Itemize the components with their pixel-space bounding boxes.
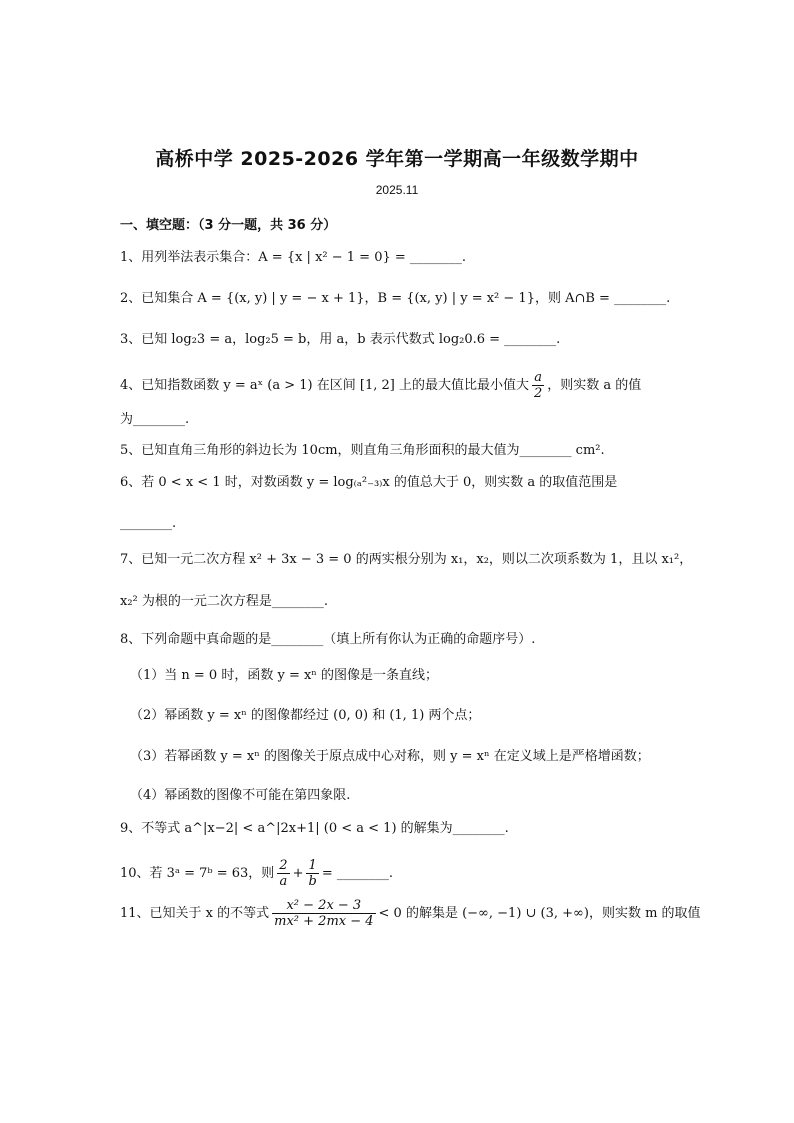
question-11-fraction (272, 898, 375, 929)
question-4 (120, 370, 641, 401)
question-8-option-3: （3）若幂函数 y = xⁿ 的图像关于原点成中心对称，则 y = xⁿ 在定义域上是严格增函数； (130, 749, 650, 764)
question-4-fraction-denominator: 2 (533, 386, 543, 401)
question-10-fraction-1-denominator: a (279, 874, 288, 889)
section-heading: 一、填空题：（3 分一题，共 36 分） (120, 218, 337, 233)
question-10-text-after: = ________. (321, 866, 393, 881)
question-11-fraction-denominator: mx² + 2mx − 4 (274, 914, 374, 929)
question-10 (120, 858, 393, 889)
exam-date: 2025.11 (375, 183, 419, 197)
question-8: 8、下列命题中真命题的是________（填上所有你认为正确的命题序号）. (120, 632, 536, 647)
question-4-fraction (532, 370, 544, 401)
question-10-fraction-1-numerator: 2 (279, 858, 288, 873)
question-7: 7、已知一元二次方程 x² + 3x − 3 = 0 的两实根分别为 x₁，x₂，则以二次项系数为 1，且以 x₁²， (120, 552, 693, 567)
question-8-option-4: （4）幂函数的图像不可能在第四象限. (130, 788, 351, 803)
question-3: 3、已知 log₂3 = a，log₂5 = b，用 a，b 表示代数式 log₂0.6 = ________. (120, 332, 561, 347)
question-10-fraction-2-numerator: 1 (306, 858, 318, 874)
question-11-fraction-numerator: x² − 2x − 3 (272, 898, 375, 914)
question-4-text-after: ，则实数 a 的值 (547, 378, 642, 393)
question-7-continuation: x₂² 为根的一元二次方程是________. (120, 594, 329, 609)
question-10-text-before: 10、若 3ᵃ = 7ᵇ = 63，则 (120, 866, 275, 881)
question-8-option-1: （1）当 n = 0 时，函数 y = xⁿ 的图像是一条直线； (130, 668, 439, 683)
question-4-continuation: 为________. (120, 412, 190, 427)
question-10-fraction-2 (306, 858, 318, 889)
question-2: 2、已知集合 A = {(x, y) | y = − x + 1}，B = {(x, y) | y = x² − 1}，则 A∩B = ________. (120, 291, 671, 306)
question-6: 6、若 0 < x < 1 时，对数函数 y = log₍ₐ²₋₃₎x 的值总大于 0，则实数 a 的取值范围是 (120, 475, 618, 490)
question-8-option-2: （2）幂函数 y = xⁿ 的图像都经过 (0, 0) 和 (1, 1) 两个点； (130, 708, 481, 723)
question-10-fraction-2-denominator: b (308, 874, 317, 889)
question-10-fraction-1 (277, 858, 289, 889)
question-5: 5、已知直角三角形的斜边长为 10cm，则直角三角形面积的最大值为________ cm². (120, 443, 605, 458)
question-4-text-before: 4、已知指数函数 y = aˣ (a > 1) 在区间 [1, 2] 上的最大值比最小值大 (120, 378, 529, 393)
question-6-continuation: ________. (120, 516, 177, 531)
question-10-plus: + (292, 866, 304, 881)
question-9: 9、不等式 a^|x−2| < a^|2x+1| (0 < a < 1) 的解集为________. (120, 821, 509, 836)
question-4-fraction-numerator: a (532, 370, 544, 386)
question-11-text-before: 11、已知关于 x 的不等式 (120, 906, 270, 921)
question-1: 1、用列举法表示集合：A = {x | x² − 1 = 0} = ________. (120, 250, 467, 265)
page-title: 高桥中学 2025-2026 学年第一学期高一年级数学期中 (155, 148, 639, 170)
question-11-text-after: < 0 的解集是 (−∞, −1) ∪ (3, +∞)，则实数 m 的取值 (378, 906, 701, 921)
question-11 (120, 898, 701, 929)
